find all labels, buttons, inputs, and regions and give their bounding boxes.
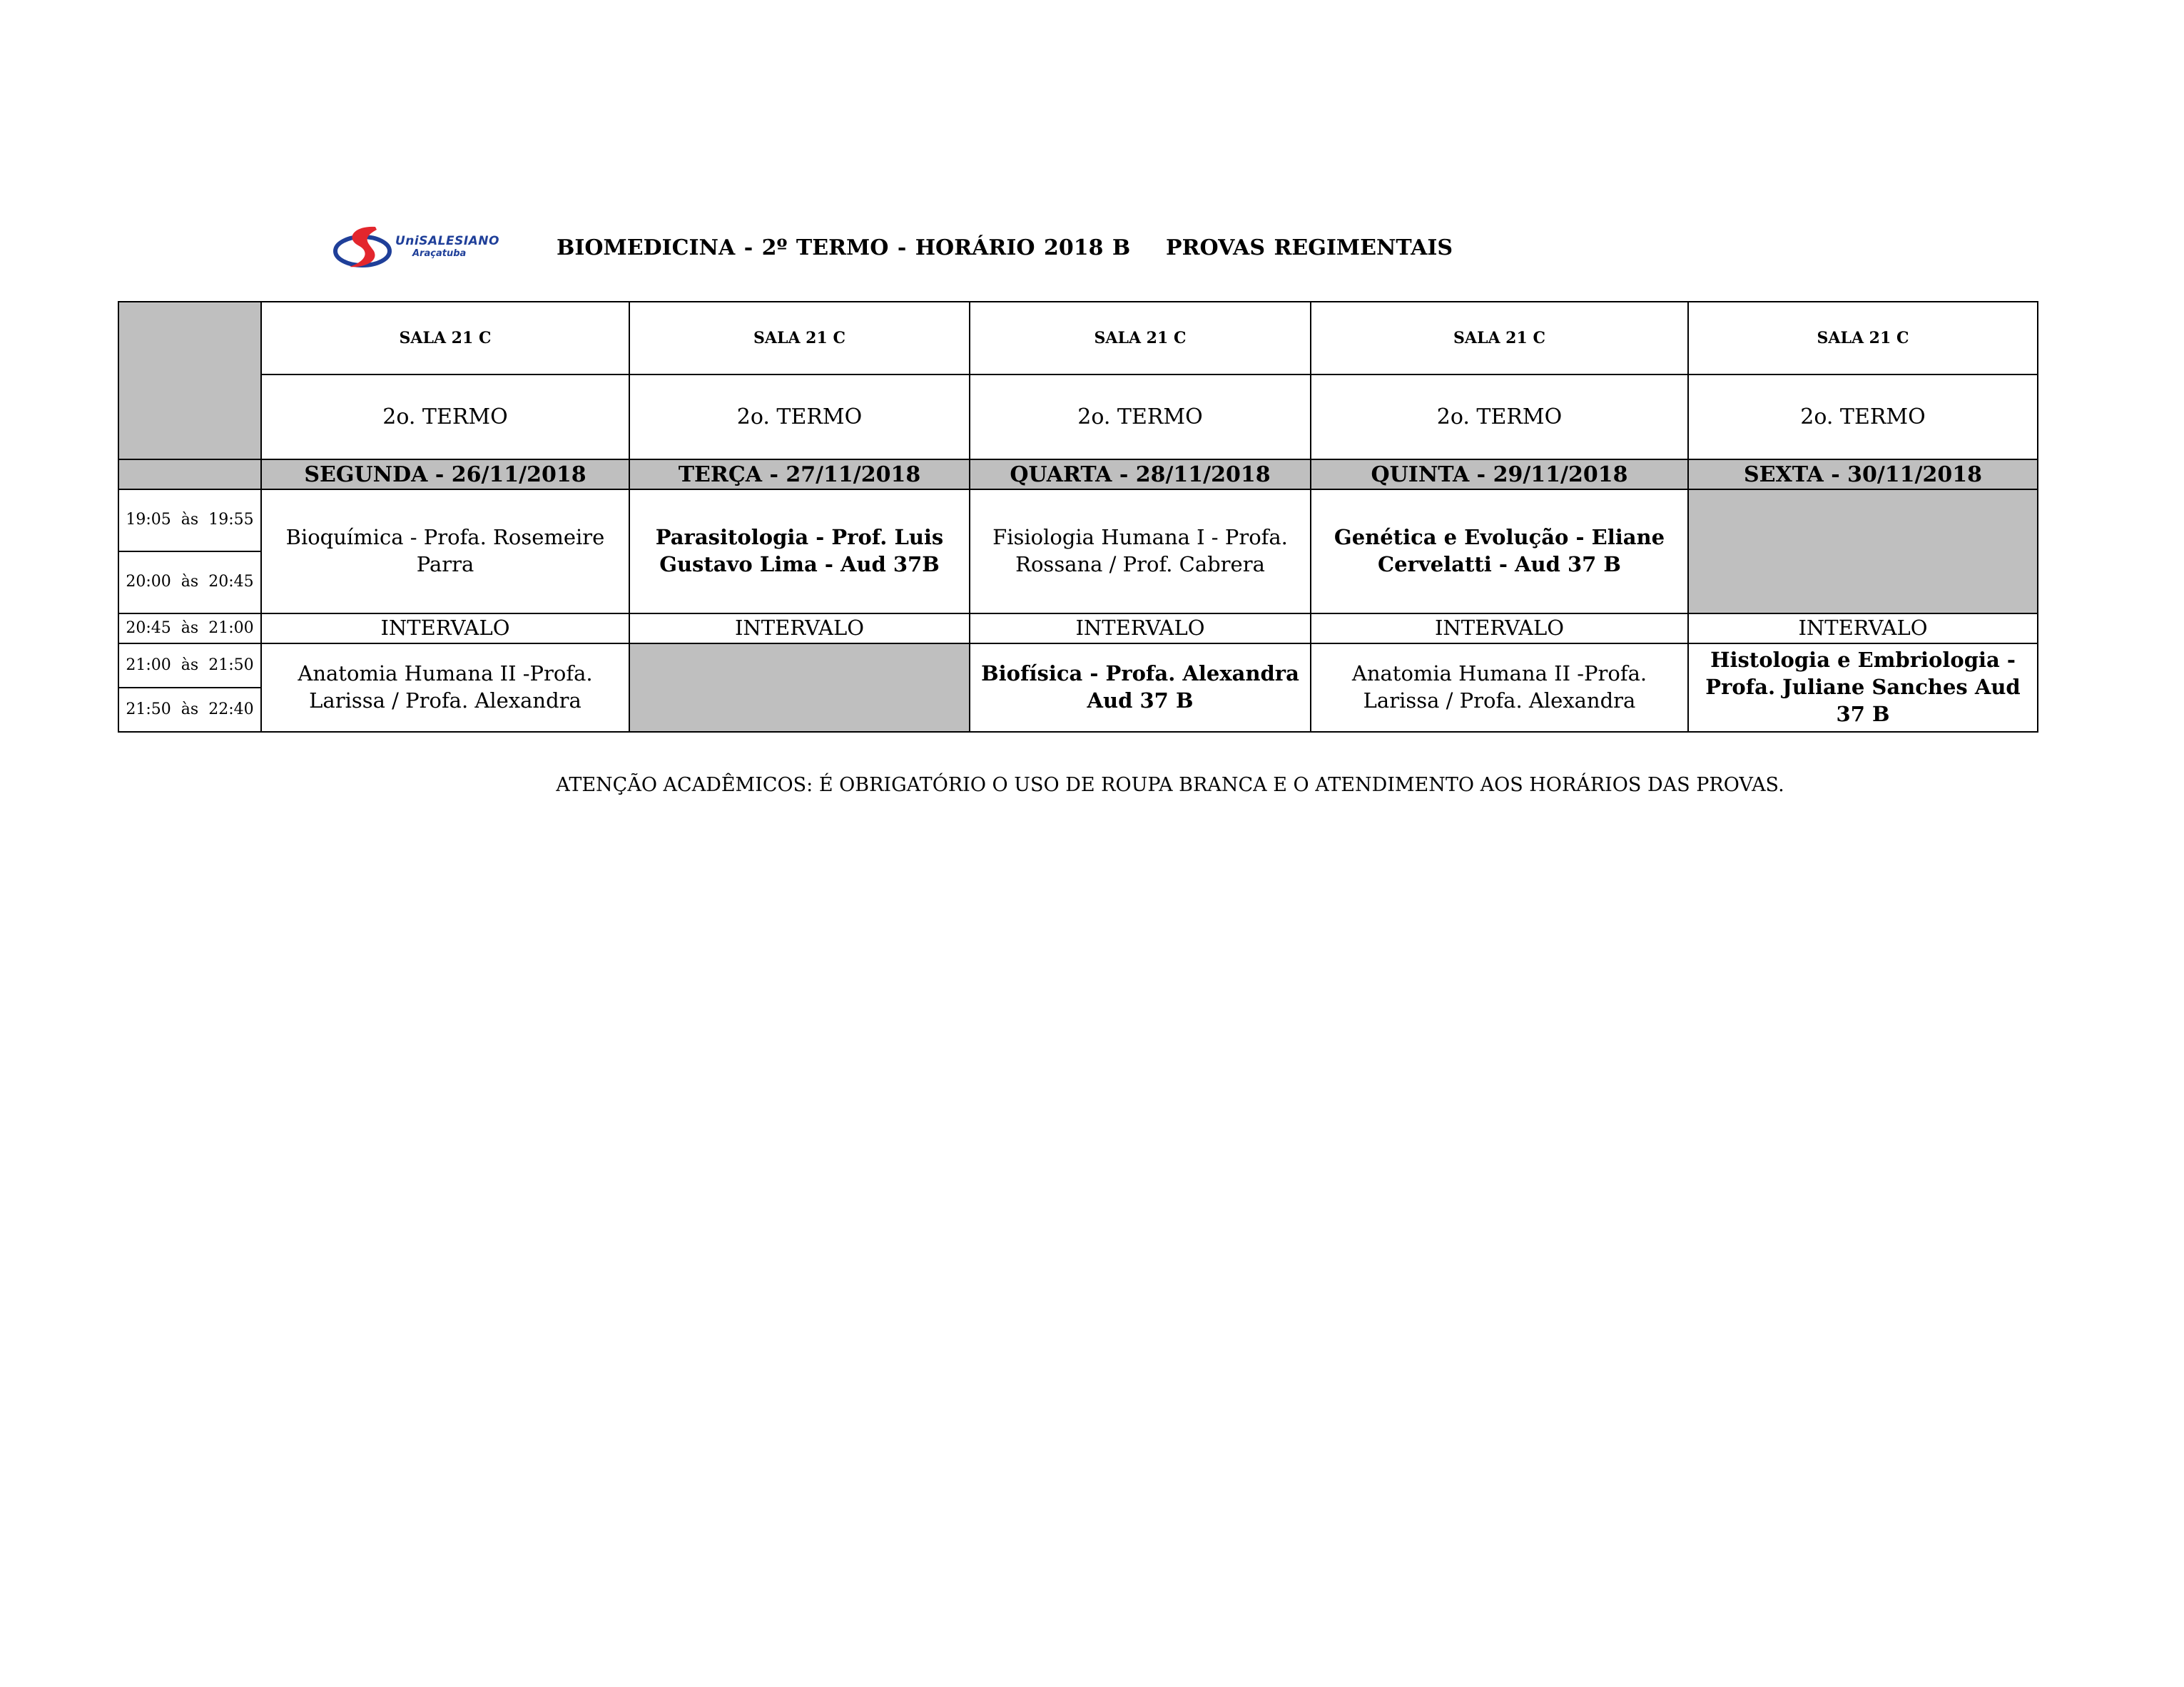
day-header-sexta: SEXTA - 30/11/2018 xyxy=(1688,459,2038,489)
term-cell-segunda: 2o. TERMO xyxy=(261,374,629,459)
day-header-segunda: SEGUNDA - 26/11/2018 xyxy=(261,459,629,489)
interval-row xyxy=(118,613,2038,643)
time-end: 21:50 xyxy=(208,656,254,674)
time-start: 21:50 xyxy=(126,700,171,718)
time-start: 19:05 xyxy=(126,511,171,529)
room-row xyxy=(118,302,2038,374)
interval-cell-quinta: INTERVALO xyxy=(1311,613,1688,643)
term-cell-quinta: 2o. TERMO xyxy=(1311,374,1688,459)
time-start: 21:00 xyxy=(126,656,171,674)
room-cell-quinta: SALA 21 C xyxy=(1311,302,1688,374)
interval-cell-sexta: INTERVALO xyxy=(1688,613,2038,643)
exam-cell-terca-2-empty xyxy=(629,643,970,732)
room-cell-segunda: SALA 21 C xyxy=(261,302,629,374)
time-end: 21:00 xyxy=(208,618,254,637)
time-start: 20:45 xyxy=(126,618,171,637)
term-cell-quarta: 2o. TERMO xyxy=(970,374,1311,459)
room-cell-quarta: SALA 21 C xyxy=(970,302,1311,374)
time-row xyxy=(118,489,2038,551)
interval-cell-terca: INTERVALO xyxy=(629,613,970,643)
day-header-terca: TERÇA - 27/11/2018 xyxy=(629,459,970,489)
time-slot xyxy=(118,489,261,551)
exam-cell-quarta-1: Fisiologia Humana I - Profa. Rossana / Prof. Cabrera xyxy=(970,489,1311,613)
exam-cell-terca-1: Parasitologia - Prof. Luis Gustavo Lima - Aud 37B xyxy=(629,489,970,613)
interval-cell-segunda: INTERVALO xyxy=(261,613,629,643)
logo-name: UniSALESIANO xyxy=(395,234,499,248)
exam-cell-segunda-1: Bioquímica - Profa. Rosemeire Parra xyxy=(261,489,629,613)
attention-note: ATENÇÃO ACADÊMICOS: É OBRIGATÓRIO O USO DE ROUPA BRANCA E O ATENDIMENTO AOS HORÁRIOS DAS PROVAS. xyxy=(556,774,1784,796)
time-separator: às xyxy=(181,700,199,718)
time-end: 22:40 xyxy=(208,700,254,718)
exam-cell-segunda-2: Anatomia Humana II -Profa. Larissa / Profa. Alexandra xyxy=(261,643,629,732)
exam-cell-quinta-2: Anatomia Humana II -Profa. Larissa / Profa. Alexandra xyxy=(1311,643,1688,732)
interval-cell-quarta: INTERVALO xyxy=(970,613,1311,643)
term-cell-terca: 2o. TERMO xyxy=(629,374,970,459)
logo-city: Araçatuba xyxy=(412,248,467,259)
unisalesiano-logo xyxy=(332,223,499,272)
time-row xyxy=(118,643,2038,688)
time-end: 20:45 xyxy=(208,573,254,591)
term-cell-sexta: 2o. TERMO xyxy=(1688,374,2038,459)
time-start: 20:00 xyxy=(126,573,171,591)
term-row xyxy=(118,374,2038,459)
time-separator: às xyxy=(181,656,199,674)
unisalesiano-swoosh-icon xyxy=(332,223,397,272)
exam-cell-sexta-2: Histologia e Embriologia - Profa. Juliane Sanches Aud 37 B xyxy=(1688,643,2038,732)
day-row xyxy=(118,459,2038,489)
exam-cell-quinta-1: Genética e Evolução - Eliane Cervelatti - Aud 37 B xyxy=(1311,489,1688,613)
corner-cell xyxy=(118,302,261,459)
time-slot xyxy=(118,551,261,613)
time-slot xyxy=(118,643,261,688)
room-cell-terca: SALA 21 C xyxy=(629,302,970,374)
day-row-corner xyxy=(118,459,261,489)
time-separator: às xyxy=(181,511,199,529)
day-header-quinta: QUINTA - 29/11/2018 xyxy=(1311,459,1688,489)
exam-cell-quarta-2: Biofísica - Profa. Alexandra Aud 37 B xyxy=(970,643,1311,732)
day-header-quarta: QUARTA - 28/11/2018 xyxy=(970,459,1311,489)
document-title: BIOMEDICINA - 2º TERMO - HORÁRIO 2018 B PROVAS REGIMENTAIS xyxy=(557,235,1453,260)
time-slot xyxy=(118,688,261,732)
exam-cell-sexta-1-empty xyxy=(1688,489,2038,613)
time-separator: às xyxy=(181,618,199,637)
time-end: 19:55 xyxy=(208,511,254,529)
exam-schedule-table xyxy=(118,301,2038,733)
time-slot xyxy=(118,613,261,643)
time-separator: às xyxy=(181,573,199,591)
room-cell-sexta: SALA 21 C xyxy=(1688,302,2038,374)
